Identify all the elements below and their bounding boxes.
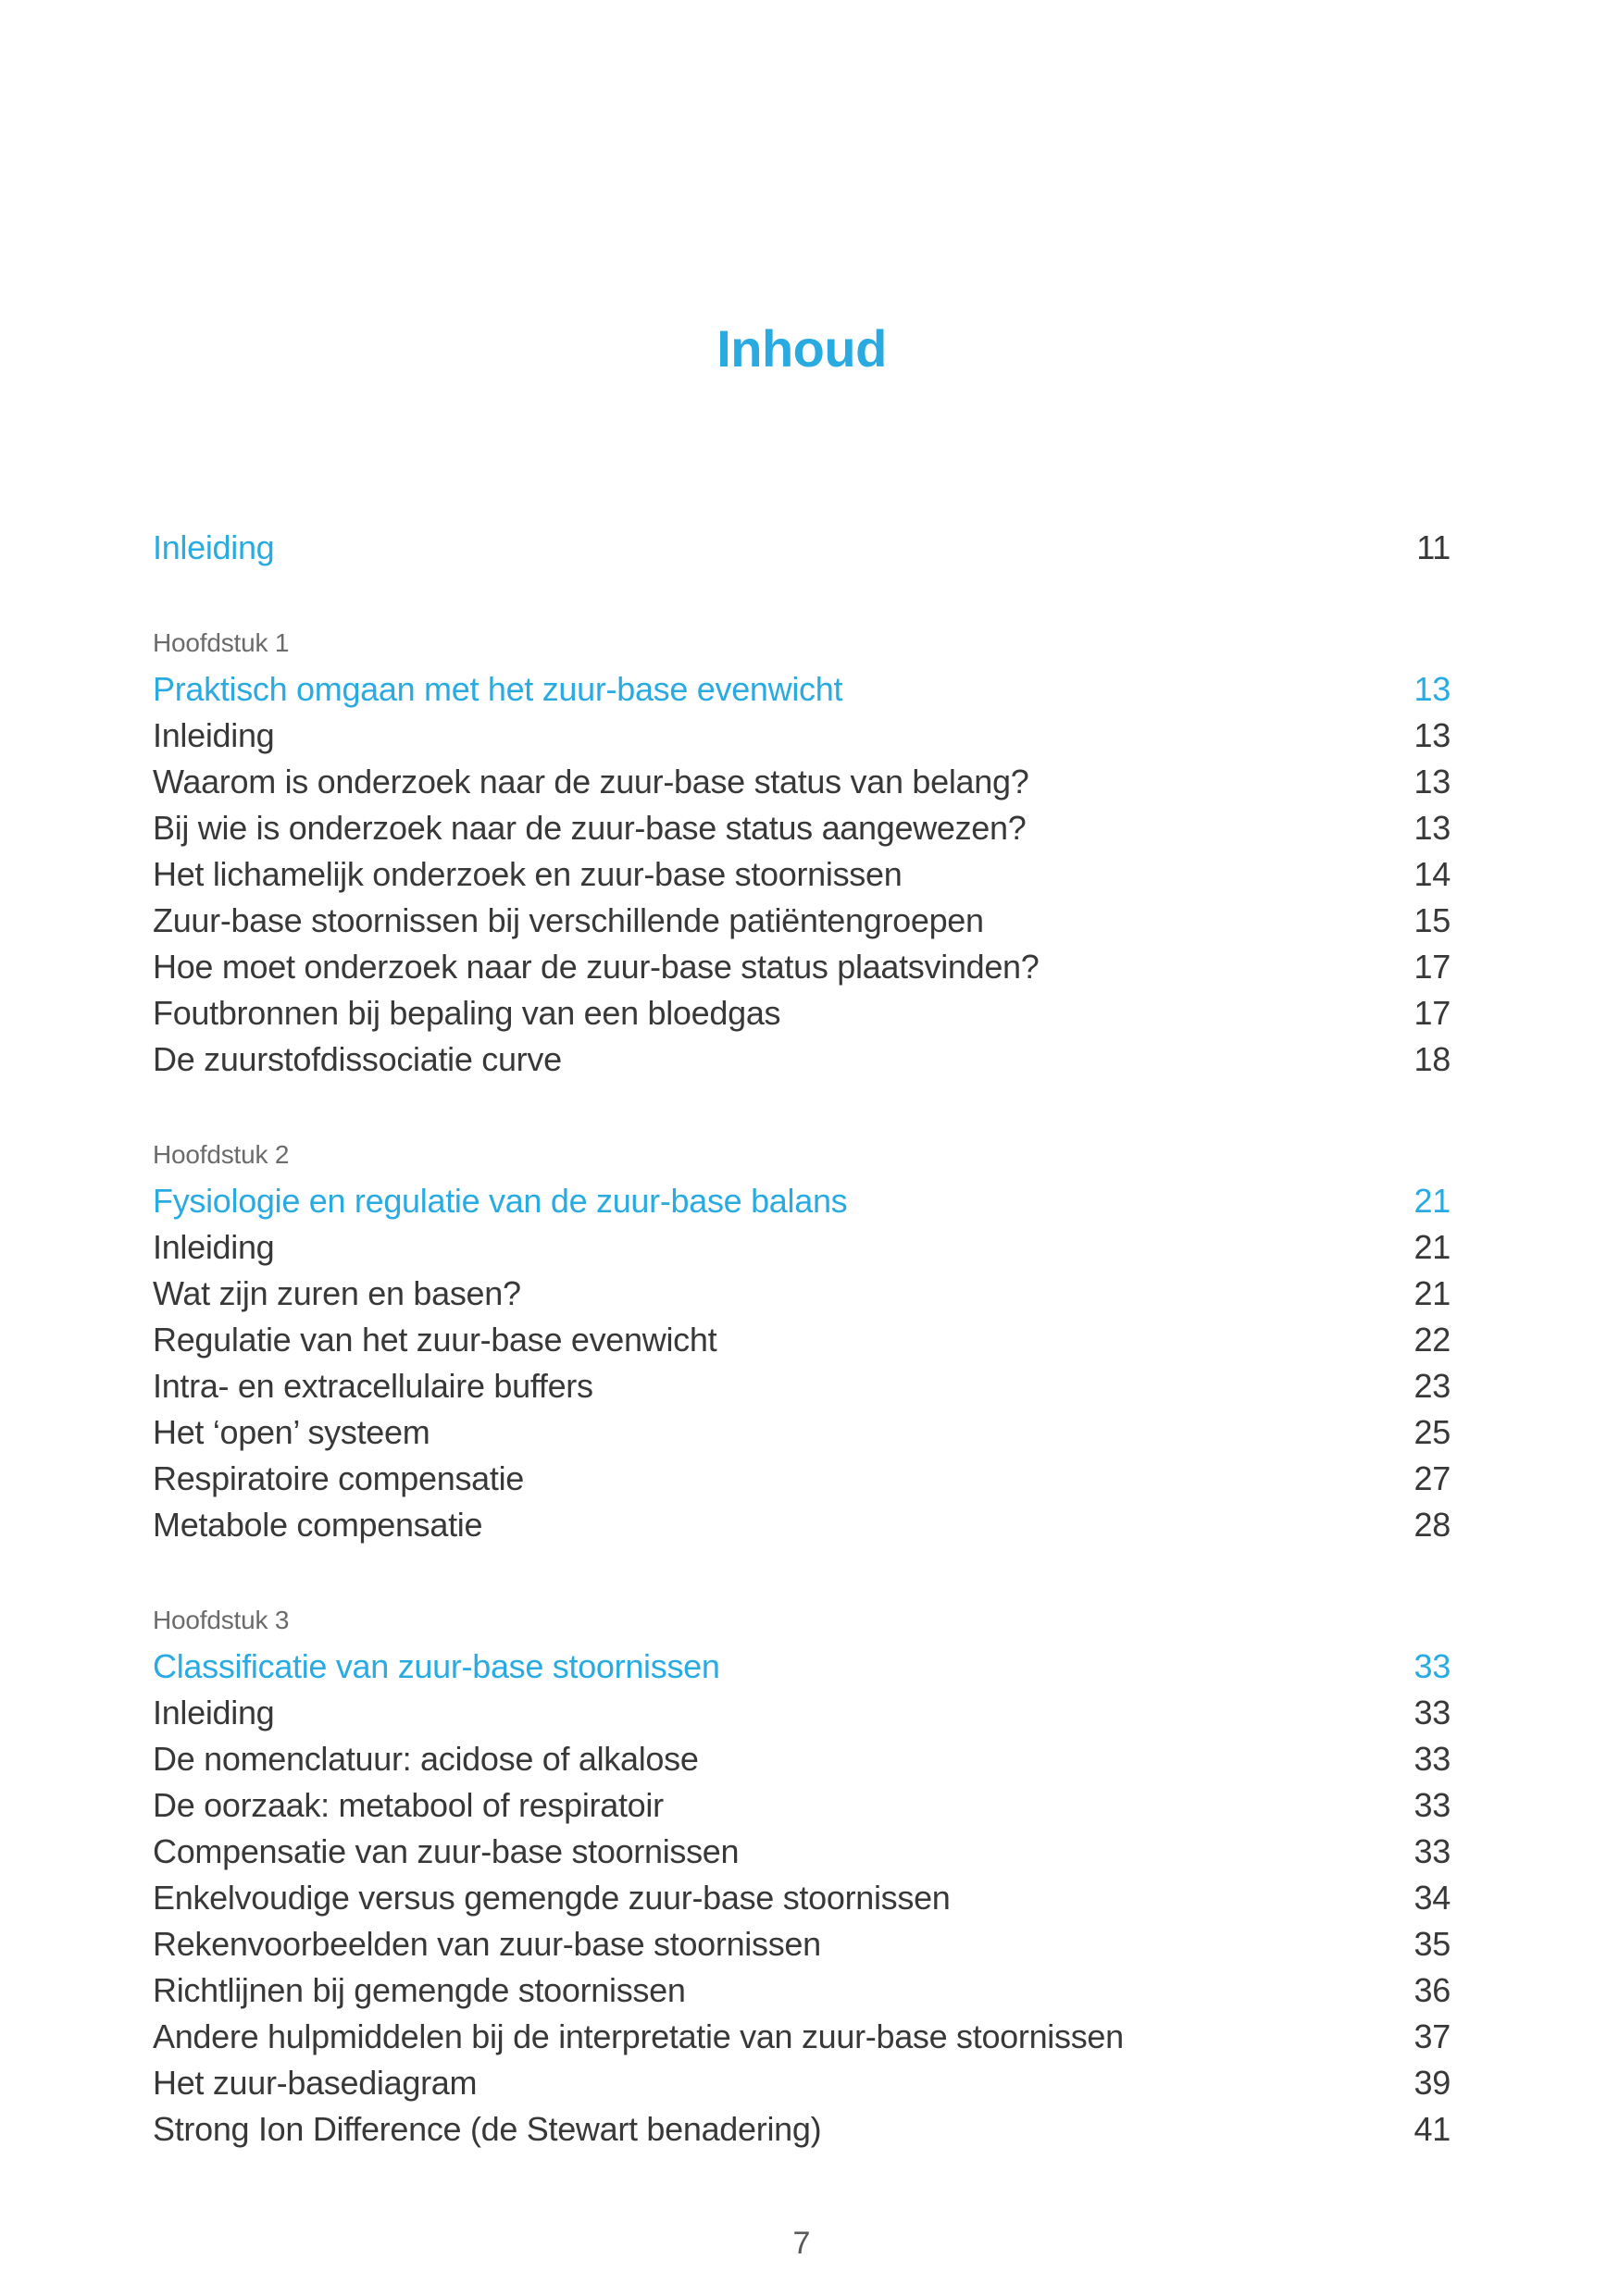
toc-content (153, 0, 1451, 2262)
chapter-label: Hoofdstuk 3 (153, 1606, 290, 1634)
toc-entry-label: De zuurstofdissociatie curve (153, 1040, 562, 1078)
toc-entry (153, 990, 1451, 1036)
toc-entry-label: De nomenclatuur: acidose of alkalose (153, 1740, 699, 1778)
toc-entry-page: 17 (1414, 994, 1451, 1032)
toc-entry-page: 37 (1414, 2017, 1451, 2055)
toc-entry-page: 33 (1414, 1647, 1451, 1685)
toc-entry-page: 14 (1414, 855, 1451, 893)
toc-section (153, 1597, 1451, 2153)
toc-entry-label: Respiratoire compensatie (153, 1459, 524, 1497)
toc-entry-page: 39 (1414, 2064, 1451, 2102)
page-title: Inhoud (716, 319, 887, 378)
toc-entry (153, 1736, 1451, 1782)
toc-entry-label: Inleiding (153, 1228, 275, 1266)
toc-entry-label: Inleiding (153, 528, 275, 566)
toc-entry-chapter (153, 1178, 1451, 1224)
toc-section (153, 620, 1451, 1083)
toc-entry-intro (153, 525, 1451, 571)
toc-entry-chapter (153, 666, 1451, 713)
page-footer (153, 2225, 1451, 2262)
toc-entry-label: Bij wie is onderzoek naar de zuur-base status aangewezen? (153, 809, 1027, 847)
toc-entry (153, 805, 1451, 851)
toc-entry-page: 13 (1414, 670, 1451, 708)
toc-entry-page: 18 (1414, 1040, 1451, 1078)
toc-entry-label: De oorzaak: metabool of respiratoir (153, 1786, 664, 1824)
toc-entry-page: 41 (1414, 2110, 1451, 2148)
toc-entry-label: Rekenvoorbeelden van zuur-base stoornissen (153, 1925, 821, 1963)
chapter-label: Hoofdstuk 2 (153, 1140, 290, 1169)
toc-entry-chapter (153, 1644, 1451, 1690)
toc-entry (153, 1782, 1451, 1829)
toc-entry-label: Foutbronnen bij bepaling van een bloedgas (153, 994, 781, 1032)
toc-entry (153, 1036, 1451, 1083)
toc-entry-page: 22 (1414, 1321, 1451, 1359)
toc-entry-label: Strong Ion Difference (de Stewart benadering) (153, 2110, 822, 2148)
toc-entry-label: Richtlijnen bij gemengde stoornissen (153, 1971, 686, 2009)
toc-entry (153, 1921, 1451, 1967)
toc-entry-label: Intra- en extracellulaire buffers (153, 1367, 593, 1405)
footer-page-number: 7 (792, 2226, 811, 2261)
toc-entry-page: 13 (1414, 763, 1451, 800)
toc-entry-page: 33 (1414, 1832, 1451, 1870)
toc-entry-label: Wat zijn zuren en basen? (153, 1274, 521, 1312)
toc-entry-page: 13 (1414, 809, 1451, 847)
toc-entry (153, 1502, 1451, 1548)
toc-entry (153, 944, 1451, 990)
toc-entry-page: 34 (1414, 1879, 1451, 1917)
toc-entry-page: 35 (1414, 1925, 1451, 1963)
chapter-label: Hoofdstuk 1 (153, 628, 290, 657)
toc-entry-page: 21 (1414, 1182, 1451, 1220)
toc-entry-page: 15 (1414, 901, 1451, 939)
toc-entry-label: Enkelvoudige versus gemengde zuur-base stoornissen (153, 1879, 951, 1917)
toc-entry (153, 851, 1451, 898)
toc-entry-page: 33 (1414, 1740, 1451, 1778)
toc-entry-page: 23 (1414, 1367, 1451, 1405)
toc-entry (153, 1456, 1451, 1502)
toc-entry (153, 1317, 1451, 1363)
toc-entry-page: 33 (1414, 1694, 1451, 1731)
toc-entry (153, 713, 1451, 759)
toc-entry-page: 21 (1414, 1228, 1451, 1266)
toc-entry (153, 2060, 1451, 2106)
toc-entry-label: Andere hulpmiddelen bij de interpretatie van zuur-base stoornissen (153, 2017, 1124, 2055)
toc-entry-label: Zuur-base stoornissen bij verschillende patiëntengroepen (153, 901, 984, 939)
toc-entry-label: Regulatie van het zuur-base evenwicht (153, 1321, 717, 1359)
toc-entry-page: 36 (1414, 1971, 1451, 2009)
toc-entry-label: Inleiding (153, 716, 275, 754)
toc-entry (153, 1363, 1451, 1409)
toc-entry (153, 1409, 1451, 1456)
toc-entry-page: 27 (1414, 1459, 1451, 1497)
toc-entry-label: Classificatie van zuur-base stoornissen (153, 1647, 720, 1685)
toc-entry-label: Het zuur-basediagram (153, 2064, 478, 2102)
toc-entry-label: Het ‘open’ systeem (153, 1413, 430, 1451)
toc-entry-page: 11 (1416, 528, 1451, 566)
toc-entry-label: Compensatie van zuur-base stoornissen (153, 1832, 740, 1870)
toc-entry-page: 28 (1414, 1506, 1451, 1544)
toc-entry (153, 898, 1451, 944)
toc-entry (153, 2106, 1451, 2153)
toc-entry-label: Metabole compensatie (153, 1506, 483, 1544)
toc-entry (153, 2014, 1451, 2060)
toc-entry (153, 1967, 1451, 2014)
toc-entry-label: Hoe moet onderzoek naar de zuur-base status plaatsvinden? (153, 948, 1040, 986)
toc-entry-page: 17 (1414, 948, 1451, 986)
toc-entry-label: Waarom is onderzoek naar de zuur-base status van belang? (153, 763, 1029, 800)
toc-entry-page: 13 (1414, 716, 1451, 754)
toc-entry (153, 1829, 1451, 1875)
toc-entry-label: Praktisch omgaan met het zuur-base evenwicht (153, 670, 843, 708)
toc-entry (153, 1224, 1451, 1271)
toc-entry-label: Het lichamelijk onderzoek en zuur-base stoornissen (153, 855, 903, 893)
toc-entry-page: 25 (1414, 1413, 1451, 1451)
toc-entry (153, 1690, 1451, 1736)
toc-entry-page: 33 (1414, 1786, 1451, 1824)
toc-section (153, 1132, 1451, 1548)
toc-sections (153, 620, 1451, 2153)
toc-entry-label: Fysiologie en regulatie van de zuur-base balans (153, 1182, 848, 1220)
toc-entry (153, 759, 1451, 805)
toc-entry (153, 1875, 1451, 1921)
toc-entry-page: 21 (1414, 1274, 1451, 1312)
toc-entry-label: Inleiding (153, 1694, 275, 1731)
toc-entry (153, 1271, 1451, 1317)
